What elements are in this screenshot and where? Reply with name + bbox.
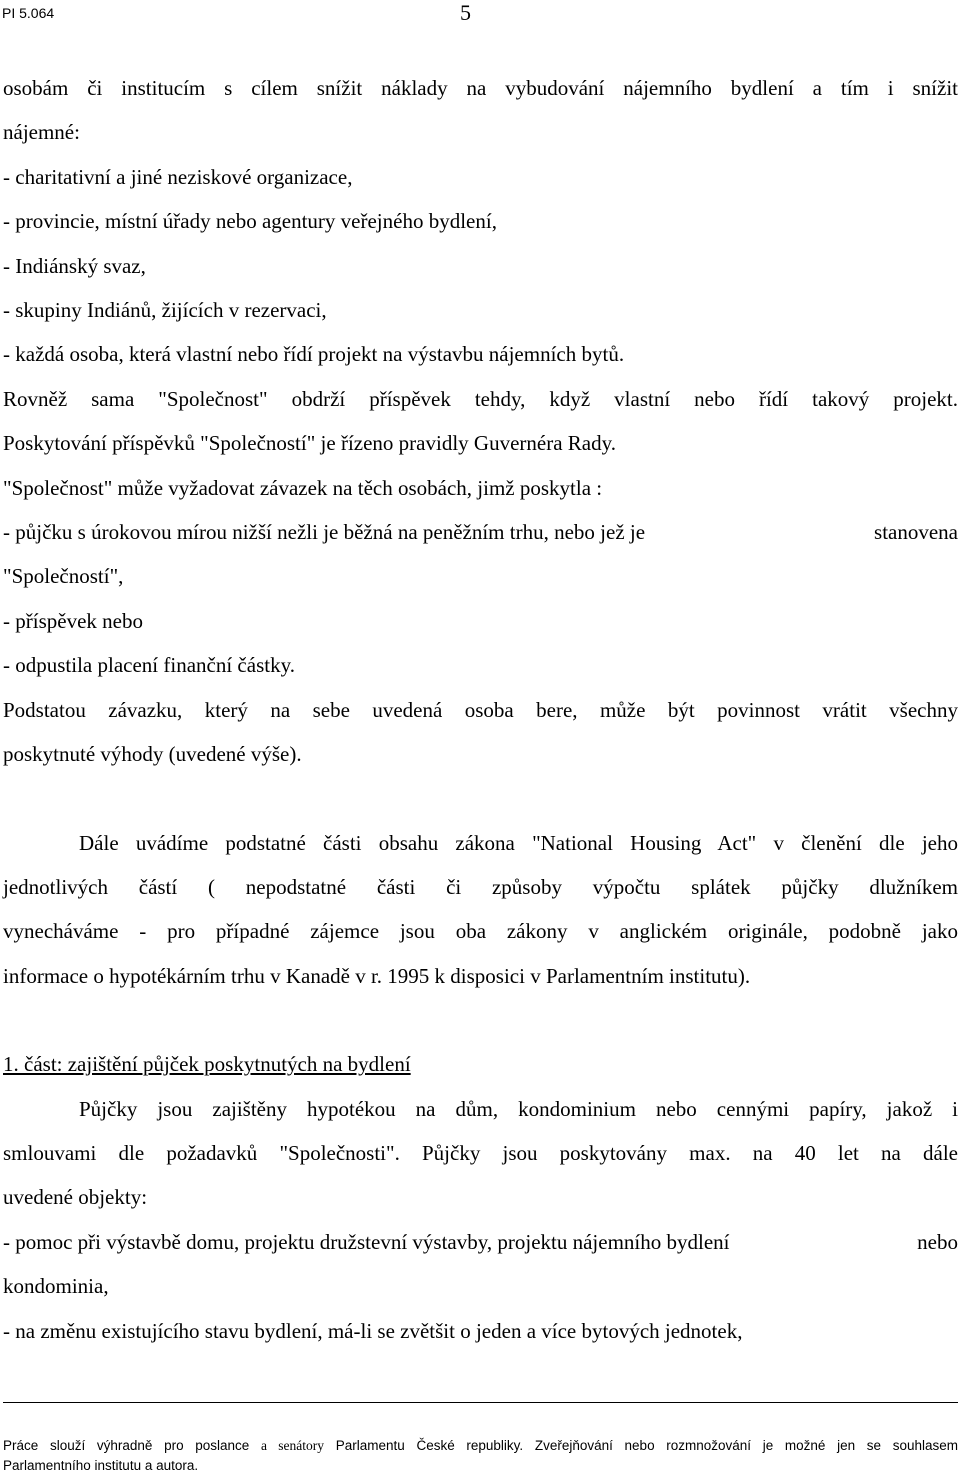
body-line: "Společnost" může vyžadovat závazek na těch osobách, jimž poskytla : bbox=[3, 475, 603, 500]
page-number: 5 bbox=[460, 0, 471, 25]
footer-text: Práce slouží výhradně pro poslance bbox=[3, 1438, 250, 1453]
paragraph-gap bbox=[3, 777, 958, 821]
section-title bbox=[3, 1042, 958, 1086]
footer-line: Parlamentního institutu a autora. bbox=[3, 1458, 199, 1473]
list-item-text: - pomoc při výstavbě domu, projektu družstevní výstavby, projektu nájemního bydlení bbox=[3, 1229, 730, 1254]
body-line: osobám či institucím s cílem snížit náklady na vybudování nájemního bydlení a tím i snížit bbox=[3, 76, 958, 100]
body-line: nájemné: bbox=[3, 120, 80, 145]
body-line: "Společností", bbox=[3, 564, 124, 589]
list-item bbox=[3, 510, 958, 554]
list-item-text-end: nebo bbox=[917, 1229, 958, 1254]
footer bbox=[3, 1436, 958, 1476]
list-item: - charitativní a jiné neziskové organizace, bbox=[3, 164, 353, 189]
footer-text: Parlamentu České republiky. Zveřejňování nebo rozmnožování je možné jen se souhlasem bbox=[335, 1438, 958, 1453]
body-line: kondominia, bbox=[3, 1274, 109, 1299]
list-item: - odpustila placení finanční částky. bbox=[3, 653, 295, 678]
body-line: smlouvami dle požadavků "Společnosti". Půjčky jsou poskytovány max. na 40 let na dále bbox=[3, 1140, 958, 1165]
list-item-text: - půjčku s úrokovou mírou nižší nežli je běžná na peněžním trhu, nebo jež je bbox=[3, 520, 646, 545]
list-item-text-end: stanovena bbox=[874, 520, 958, 545]
body-line: Poskytování příspěvků "Společností" je řízeno pravidly Guvernéra Rady. bbox=[3, 431, 616, 456]
footer-text: a senátory bbox=[261, 1438, 325, 1453]
list-item: - každá osoba, která vlastní nebo řídí projekt na výstavbu nájemních bytů. bbox=[3, 342, 625, 367]
body-line: poskytnuté výhody (uvedené výše). bbox=[3, 742, 302, 767]
list-item: - skupiny Indiánů, žijících v rezervaci, bbox=[3, 298, 327, 323]
body-line: Dále uvádíme podstatné části obsahu zákona "National Housing Act" v členění dle jeho bbox=[79, 830, 958, 855]
body-line: jednotlivých částí ( nepodstatné části či způsoby výpočtu splátek půjčky dlužníkem bbox=[3, 874, 958, 899]
footer-line bbox=[3, 1436, 958, 1456]
body-line: informace o hypotékárním trhu v Kanadě v r. 1995 k disposici v Parlamentním institutu). bbox=[3, 963, 751, 988]
list-item: - provincie, místní úřady nebo agentury veřejného bydlení, bbox=[3, 209, 497, 234]
list-item: - příspěvek nebo bbox=[3, 608, 143, 633]
footer-divider bbox=[3, 1402, 958, 1403]
body-line: uvedené objekty: bbox=[3, 1185, 148, 1210]
page-body bbox=[3, 66, 958, 1353]
body-line: Podstatou závazku, který na sebe uvedená osoba bere, může být povinnost vrátit všechny bbox=[3, 697, 958, 722]
body-line: vynecháváme - pro případné zájemce jsou oba zákony v anglickém originále, podobně jako bbox=[3, 919, 958, 944]
body-line: Rovněž sama "Společnost" obdrží příspěvek tehdy, když vlastní nebo řídí takový projekt. bbox=[3, 386, 958, 411]
list-item: - na změnu existujícího stavu bydlení, má-li se zvětšit o jeden a více bytových jednotek, bbox=[3, 1318, 743, 1343]
paragraph-gap bbox=[3, 998, 958, 1042]
list-item bbox=[3, 1220, 958, 1264]
list-item: - Indiánský svaz, bbox=[3, 253, 146, 278]
body-line: Půjčky jsou zajištěny hypotékou na dům, kondominium nebo cennými papíry, jakož i bbox=[79, 1096, 958, 1121]
document-id: PI 5.064 bbox=[2, 5, 55, 21]
section-title-text: 1. část: zajištění půjček poskytnutých na bydlení bbox=[3, 1052, 411, 1077]
